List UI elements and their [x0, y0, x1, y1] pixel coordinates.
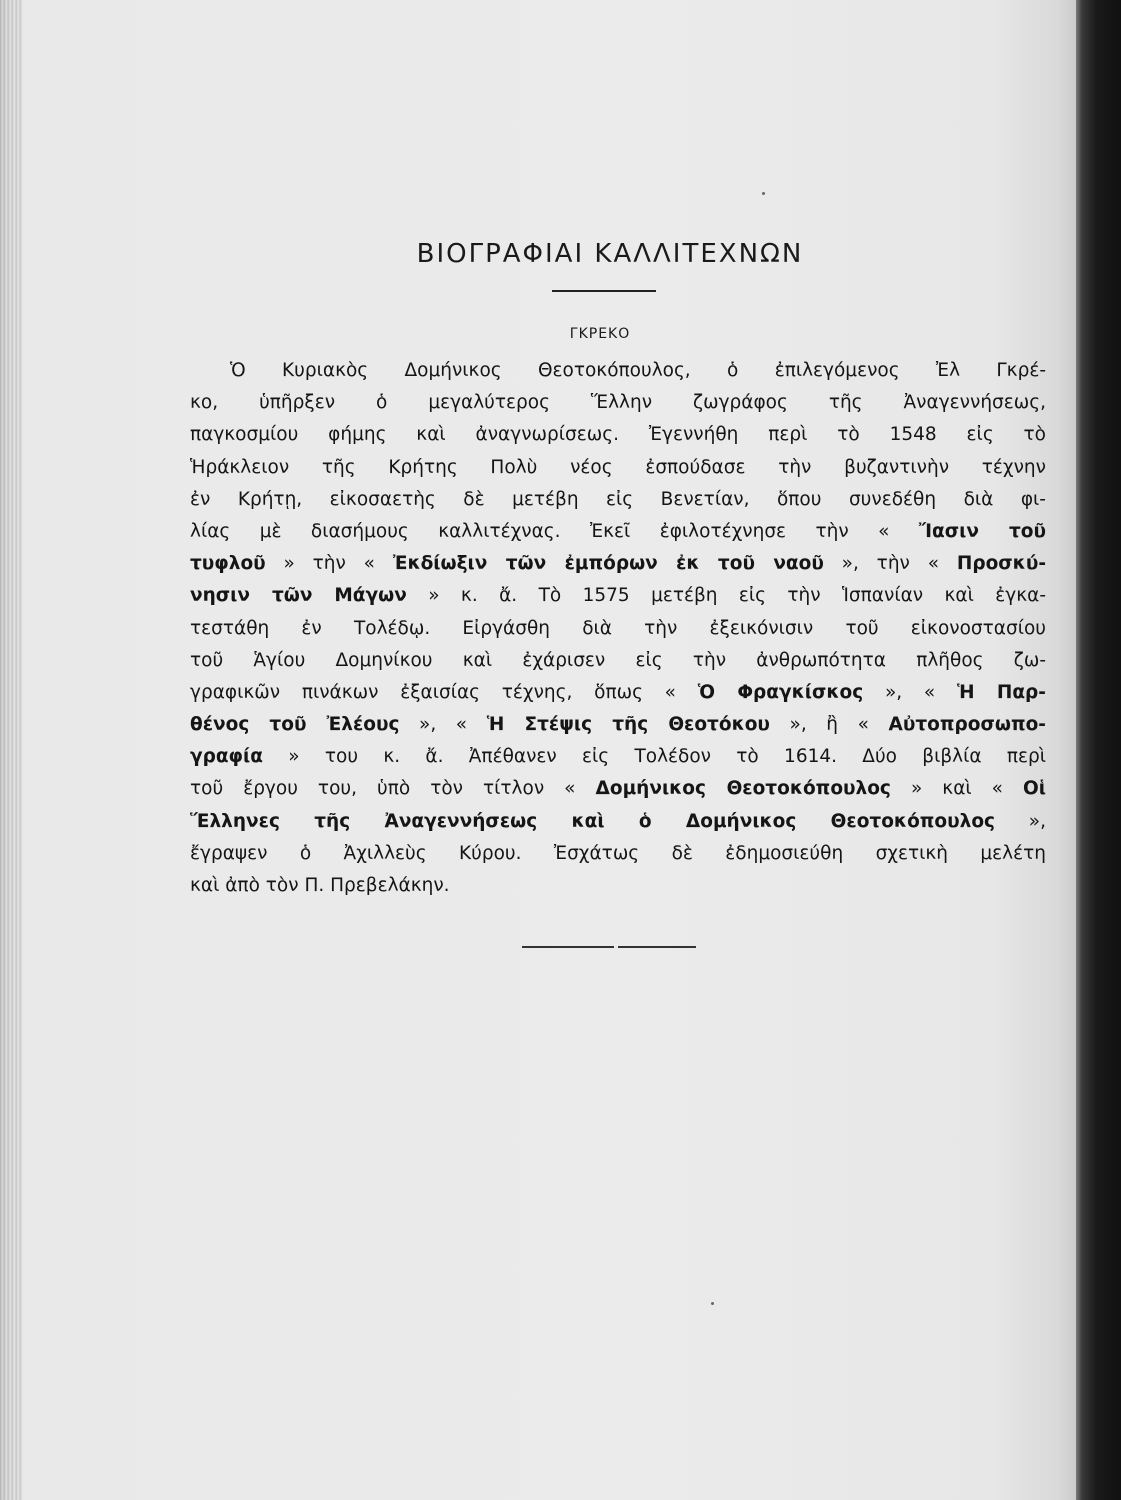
text-line [190, 452, 1046, 484]
text-line [190, 870, 1046, 902]
text-run: καὶ ἀπὸ τὸν Π. Πρεβελάκην. [190, 875, 450, 896]
text-run: », [1028, 810, 1046, 832]
title-underline [552, 290, 656, 292]
text-line [190, 677, 1046, 709]
bold-title-text: Ἐκδίωξιν τῶν ἐμπόρων ἐκ τοῦ ναοῦ [392, 553, 824, 575]
text-run: » του κ. ἄ. Ἀπέθανεν εἰς Τολέδον τὸ 1614. Δύο βιβλία περὶ [288, 746, 1046, 768]
bold-title-text: Οἱ [1023, 778, 1046, 800]
end-rule-right [618, 946, 696, 948]
text-line [190, 806, 1046, 838]
bold-title-text: Ἕλληνες τῆς Ἀναγεννήσεως καὶ ὁ Δομήνικος Θεοτοκόπουλος [190, 810, 996, 832]
text-line [190, 613, 1046, 645]
bold-title-text: Δομήνικος Θεοτοκόπουλος [595, 778, 891, 800]
text-line [190, 548, 1046, 580]
book-binding-shadow [1076, 0, 1121, 1500]
dust-speck [762, 192, 765, 195]
bold-title-text: Προσκύ- [956, 553, 1047, 575]
text-run: λίας μὲ διασήμους καλλιτέχνας. Ἐκεῖ ἐφιλοτέχνησε τὴν « [190, 520, 890, 542]
bold-title-text: Ἡ Στέψις τῆς Θεοτόκου [486, 714, 770, 736]
bold-title-text: γραφία [190, 746, 263, 768]
text-run: », « [884, 681, 936, 703]
text-run: Ἡράκλειον τῆς Κρήτης Πολὺ νέος ἐσπούδασε τὴν βυζαντινὴν τέχνην [190, 456, 1046, 478]
text-line [190, 516, 1046, 548]
text-run: », τὴν « [841, 553, 940, 575]
biography-text [190, 355, 1046, 902]
text-line [190, 709, 1046, 741]
text-run: ἔγραψεν ὁ Ἀχιλλεὺς Κύρου. Ἐσχάτως δὲ ἐδημοσιεύθη σχετικὴ μελέτη [190, 842, 1046, 864]
text-line [190, 580, 1046, 612]
bold-title-text: Ὁ Φραγκίσκος [697, 681, 864, 703]
bold-title-text: Αὐτοπροσωπο- [888, 714, 1046, 736]
text-line [190, 355, 1046, 387]
text-run: », ἢ « [789, 714, 869, 736]
dust-speck [711, 1302, 714, 1305]
bold-title-text: τυφλοῦ [190, 553, 266, 575]
bold-title-text: νησιν τῶν Μάγων [190, 585, 407, 607]
bold-title-text: Ἡ Παρ- [956, 681, 1046, 703]
text-run: κο, ὑπῆρξεν ὁ μεγαλύτερος Ἕλλην ζωγράφος τῆς Ἀναγεννήσεως, [190, 392, 1046, 414]
bold-title-text: Ἴασιν τοῦ [918, 520, 1046, 542]
text-run: » καὶ « [910, 778, 1003, 800]
text-run: παγκοσμίου φήμης καὶ ἀναγνωρίσεως. Ἐγεννήθη περὶ τὸ 1548 εἰς τὸ [190, 424, 1046, 446]
text-run: ἐν Κρήτῃ, εἰκοσαετὴς δὲ μετέβη εἰς Βενετίαν, ὅπου συνεδέθη διὰ φι- [190, 488, 1046, 510]
text-line [190, 419, 1046, 451]
text-run: », « [419, 714, 468, 736]
text-run: Ὁ Κυριακὸς Δομήνικος Θεοτοκόπουλος, ὁ ἐπιλεγόμενος Ἐλ Γκρέ- [230, 360, 1046, 381]
text-line [190, 741, 1046, 773]
text-run: » τὴν « [283, 553, 375, 575]
text-line [190, 387, 1046, 419]
text-line [190, 484, 1046, 516]
text-line [190, 773, 1046, 805]
entry-heading: ΓΚΡΕΚΟ [569, 326, 631, 342]
end-rule-left [522, 946, 614, 948]
text-run: τοῦ Ἁγίου Δομηνίκου καὶ ἐχάρισεν εἰς τὴν ἀνθρωπότητα πλῆθος ζω- [190, 649, 1046, 671]
text-line [190, 645, 1046, 677]
text-run: γραφικῶν πινάκων ἐξαισίας τέχνης, ὅπως « [190, 681, 677, 703]
text-line [190, 838, 1046, 870]
text-run: τοῦ ἔργου του, ὑπὸ τὸν τίτλον « [190, 778, 576, 800]
section-title: ΒΙΟΓΡΑΦΙΑΙ ΚΑΛΛΙΤΕΧΝΩΝ [416, 239, 804, 269]
text-run: » κ. ἄ. Τὸ 1575 μετέβη εἰς τὴν Ἱσπανίαν καὶ ἐγκα- [428, 585, 1046, 607]
text-run: τεστάθη ἐν Τολέδῳ. Εἰργάσθη διὰ τὴν ἐξεικόνισιν τοῦ εἰκονοστασίου [190, 617, 1046, 639]
bold-title-text: θένος τοῦ Ἐλέους [190, 714, 400, 736]
stacked-page-edges [0, 0, 22, 1500]
